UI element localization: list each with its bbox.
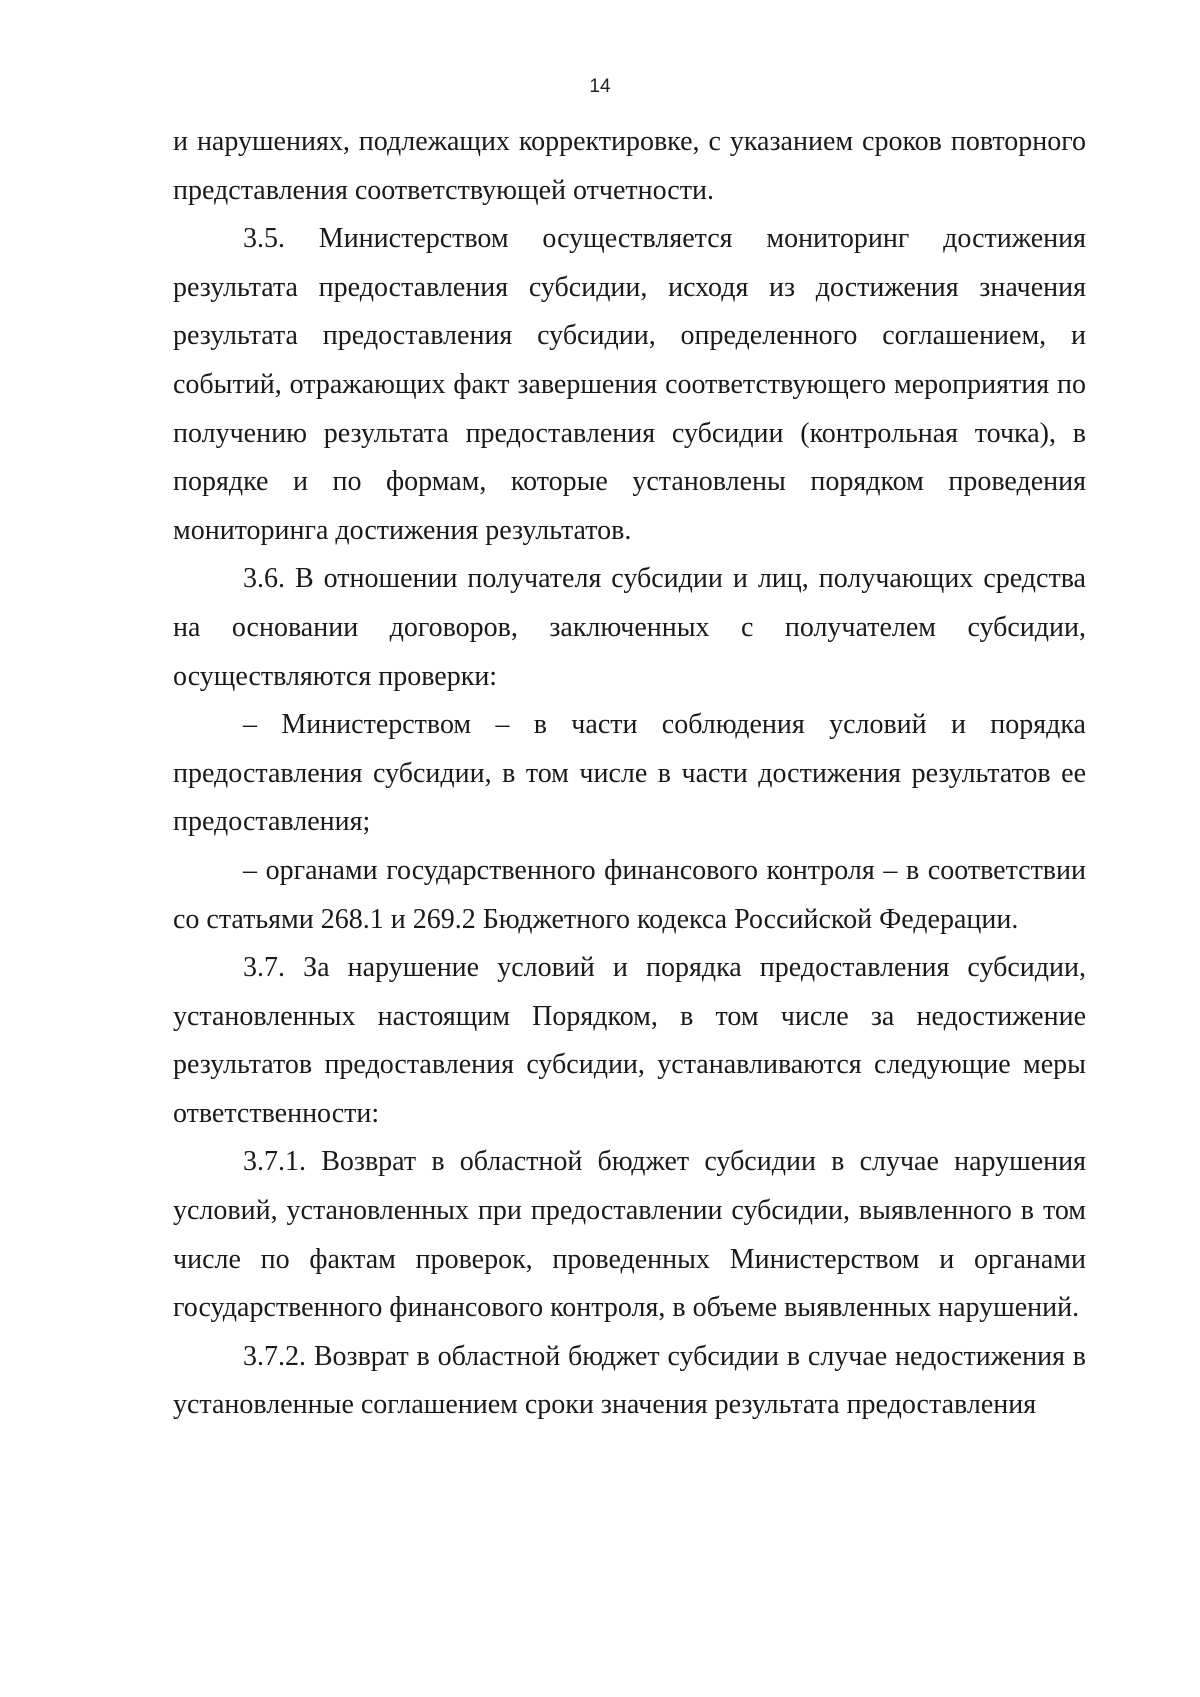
document-body <box>173 118 1086 1430</box>
paragraph-3-6-item-control-bodies: – органами государственного финансового контроля – в соответствии со статьями 268.1 и 269.2 Бюджетного кодекса Российской Федерации. <box>173 854 1086 935</box>
page-number: 14 <box>589 76 611 97</box>
paragraph-continuation: и нарушениях, подлежащих корректировке, с указанием сроков повторного представления соответствующей отчетности. <box>173 126 1086 206</box>
paragraph-3-5: 3.5. Министерством осуществляется мониторинг достижения результата предоставления субсидии, исходя из достижения значения результата предоставления субсидии, определенного соглашением, и событий, отражающих факт завершения соответствующего мероприятия по получению результата предоставления субсидии (контрольная точка), в порядке и по формам, которые установлены порядком проведения мониторинга достижения результатов. <box>173 223 1086 546</box>
paragraph-3-6: 3.6. В отношении получателя субсидии и лиц, получающих средства на основании договоров, заключенных с получателем субсидии, осуществляются проверки: <box>173 563 1086 692</box>
paragraph-3-6-item-ministry: – Министерством – в части соблюдения условий и порядка предоставления субсидии, в том числе в части достижения результатов ее предоставления; <box>173 709 1086 838</box>
paragraph-3-7-1: 3.7.1. Возврат в областной бюджет субсидии в случае нарушения условий, установленных при предоставлении субсидии, выявленного в том числе по фактам проверок, проведенных Министерством и органами государственного финансового контроля, в объеме выявленных нарушений. <box>173 1146 1086 1324</box>
paragraph-3-7: 3.7. За нарушение условий и порядка предоставления субсидии, установленных настоящим Порядком, в том числе за недостижение результатов предоставления субсидии, устанавливаются следующие меры ответственности: <box>173 952 1086 1129</box>
paragraph-3-7-2: 3.7.2. Возврат в областной бюджет субсидии в случае недостижения в установленные соглашением сроки значения результата предоставления <box>173 1340 1086 1421</box>
